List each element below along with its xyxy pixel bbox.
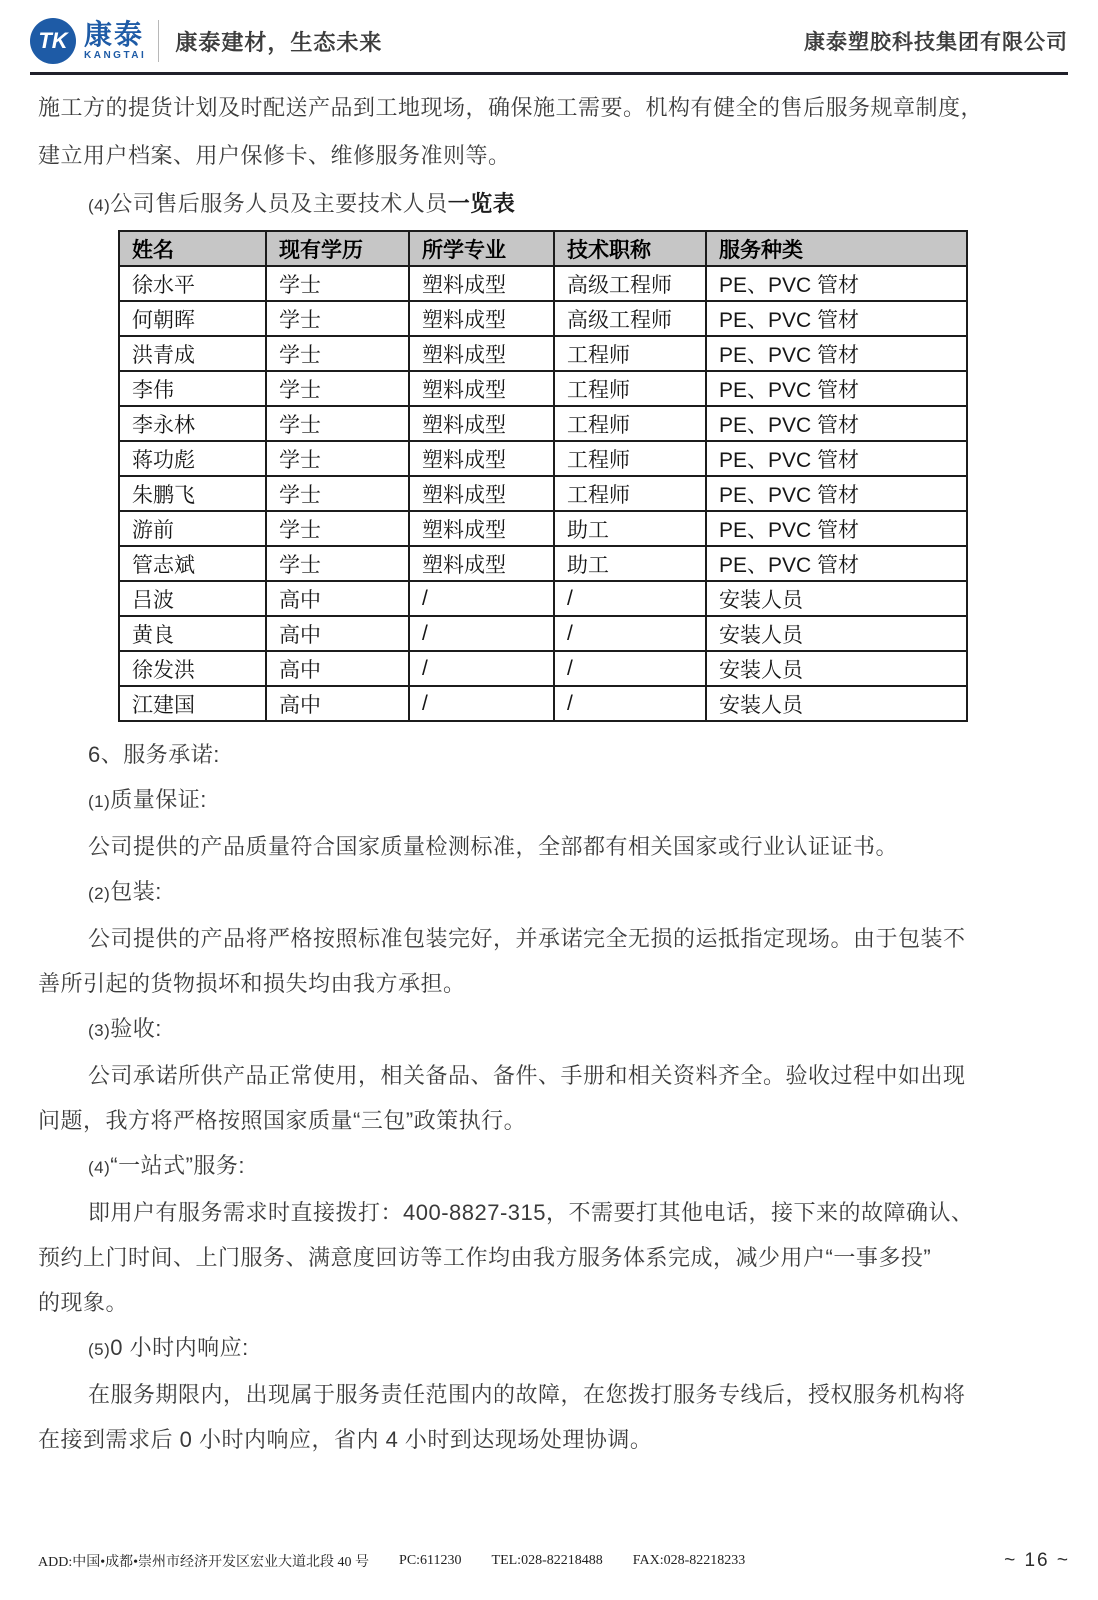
table-cell: 学士 xyxy=(266,511,409,546)
table-caption xyxy=(38,188,1068,222)
table-cell: 学士 xyxy=(266,266,409,301)
table-cell: 高中 xyxy=(266,651,409,686)
table-cell: 高中 xyxy=(266,581,409,616)
table-cell: 工程师 xyxy=(554,336,706,371)
service-item-title-text: 0 小时内响应: xyxy=(110,1335,249,1360)
logo-divider xyxy=(158,20,159,62)
table-cell: 学士 xyxy=(266,406,409,441)
logo-names xyxy=(84,21,146,61)
table-cell: / xyxy=(554,686,706,721)
table-cell: PE、PVC 管材 xyxy=(706,511,967,546)
table-cell: 学士 xyxy=(266,546,409,581)
table-cell: 游前 xyxy=(119,511,266,546)
service-item-body: 即用户有服务需求时直接拨打：400-8827-315，不需要打其他电话，接下来的故障确认、 xyxy=(88,1200,974,1225)
table-cell: 塑料成型 xyxy=(409,546,554,581)
caption-number: (4) xyxy=(88,196,111,215)
service-item-body: 公司承诺所供产品正常使用，相关备品、备件、手册和相关资料齐全。验收过程中如出现 xyxy=(88,1063,966,1088)
logo-name-cn: 康泰 xyxy=(84,19,145,50)
column-header: 技术职称 xyxy=(554,231,706,266)
table-cell: 工程师 xyxy=(554,371,706,406)
service-item-number: (1) xyxy=(88,792,111,811)
service-item-number: (3) xyxy=(88,1021,111,1040)
page-number: ~ 16 ~ xyxy=(1004,1550,1070,1571)
table-cell: 学士 xyxy=(266,336,409,371)
table-row xyxy=(119,616,967,651)
column-header: 姓名 xyxy=(119,231,266,266)
table-cell: 塑料成型 xyxy=(409,441,554,476)
table-cell: / xyxy=(409,686,554,721)
table-row xyxy=(119,441,967,476)
table-cell: 徐水平 xyxy=(119,266,266,301)
caption-text: 公司售后服务人员及主要技术人员 xyxy=(110,191,448,216)
table-cell: 塑料成型 xyxy=(409,336,554,371)
table-cell: 朱鹏飞 xyxy=(119,476,266,511)
table-cell: 塑料成型 xyxy=(409,511,554,546)
table-cell: 高级工程师 xyxy=(554,301,706,336)
service-item-number: (4) xyxy=(88,1158,111,1177)
service-item-title-text: 验收: xyxy=(110,1016,162,1041)
table-cell: 助工 xyxy=(554,511,706,546)
table-cell: 洪青成 xyxy=(119,336,266,371)
table-row xyxy=(119,266,967,301)
table-cell: 学士 xyxy=(266,476,409,511)
table-cell: 蒋功彪 xyxy=(119,441,266,476)
table-cell: 塑料成型 xyxy=(409,301,554,336)
table-cell: 工程师 xyxy=(554,441,706,476)
service-item-body: 的现象。 xyxy=(38,1290,129,1315)
footer-fax: FAX:028-82218233 xyxy=(632,1553,746,1568)
table-cell: 何朝晖 xyxy=(119,301,266,336)
table-cell: 塑料成型 xyxy=(409,406,554,441)
service-item-body: 在接到需求后 0 小时内响应，省内 4 小时到达现场处理协调。 xyxy=(38,1427,653,1452)
table-cell: 李永林 xyxy=(119,406,266,441)
table-cell: 安装人员 xyxy=(706,686,967,721)
service-item-body: 预约上门时间、上门服务、满意度回访等工作均由我方服务体系完成，减少用户“一事多投” xyxy=(38,1245,932,1270)
page-content xyxy=(38,84,1068,1462)
intro-paragraph xyxy=(38,84,1068,180)
table-cell: / xyxy=(554,581,706,616)
header-tagline: 康泰建材，生态未来 xyxy=(175,29,383,55)
table-cell: 高级工程师 xyxy=(554,266,706,301)
table-cell: 高中 xyxy=(266,686,409,721)
table-cell: 安装人员 xyxy=(706,616,967,651)
page-header xyxy=(30,10,1068,75)
service-item-title-text: 质量保证: xyxy=(110,787,207,812)
logo-name-en: KANGTAI xyxy=(84,50,147,61)
table-cell: / xyxy=(554,651,706,686)
table-cell: 塑料成型 xyxy=(409,371,554,406)
table-row xyxy=(119,546,967,581)
table-row xyxy=(119,651,967,686)
table-cell: / xyxy=(409,581,554,616)
table-cell: 江建国 xyxy=(119,686,266,721)
table-cell: / xyxy=(409,616,554,651)
table-row xyxy=(119,406,967,441)
intro-line: 施工方的提货计划及时配送产品到工地现场，确保施工需要。机构有健全的售后服务规章制度， xyxy=(38,95,984,120)
table-cell: PE、PVC 管材 xyxy=(706,336,967,371)
table-cell: PE、PVC 管材 xyxy=(706,406,967,441)
personnel-table xyxy=(118,230,968,722)
service-item-title-text: “一站式”服务: xyxy=(110,1153,246,1178)
kangtai-logo-icon xyxy=(30,18,76,64)
table-cell: 工程师 xyxy=(554,406,706,441)
company-name: 康泰塑胶科技集团有限公司 xyxy=(804,31,1068,54)
service-heading: 6、服务承诺: xyxy=(88,742,220,767)
personnel-table-header-row xyxy=(119,231,967,266)
table-cell: 学士 xyxy=(266,301,409,336)
table-cell: 工程师 xyxy=(554,476,706,511)
service-item-number: (5) xyxy=(88,1340,111,1359)
table-cell: 安装人员 xyxy=(706,651,967,686)
service-item-title xyxy=(38,869,1068,916)
table-cell: 学士 xyxy=(266,441,409,476)
table-cell: 塑料成型 xyxy=(409,476,554,511)
caption-suffix: 一览表 xyxy=(447,191,516,216)
table-cell: 高中 xyxy=(266,616,409,651)
personnel-table-body xyxy=(119,266,967,721)
service-item-title xyxy=(38,777,1068,824)
table-cell: PE、PVC 管材 xyxy=(706,301,967,336)
service-section xyxy=(38,732,1068,1462)
table-cell: 助工 xyxy=(554,546,706,581)
service-items xyxy=(38,777,1068,1462)
logo-monogram: TK xyxy=(38,28,68,53)
table-cell: PE、PVC 管材 xyxy=(706,441,967,476)
service-item-number: (2) xyxy=(88,884,111,903)
footer-postcode: PC:611230 xyxy=(399,1553,462,1568)
table-cell: 学士 xyxy=(266,371,409,406)
table-cell: 李伟 xyxy=(119,371,266,406)
intro-line: 建立用户档案、用户保修卡、维修服务准则等。 xyxy=(38,143,511,168)
page-footer xyxy=(38,1550,1070,1572)
table-row xyxy=(119,511,967,546)
table-row xyxy=(119,371,967,406)
service-item-body: 公司提供的产品质量符合国家质量检测标准，全部都有相关国家或行业认证证书。 xyxy=(88,834,899,859)
table-cell: 管志斌 xyxy=(119,546,266,581)
table-cell: 塑料成型 xyxy=(409,266,554,301)
table-cell: PE、PVC 管材 xyxy=(706,546,967,581)
column-header: 现有学历 xyxy=(266,231,409,266)
service-item-title xyxy=(38,1325,1068,1372)
column-header: 服务种类 xyxy=(706,231,967,266)
table-row xyxy=(119,476,967,511)
table-cell: 黄良 xyxy=(119,616,266,651)
footer-address: ADD:中国•成都•崇州市经济开发区宏业大道北段 40 号 xyxy=(38,1555,370,1570)
footer-tel: TEL:028-82218488 xyxy=(491,1553,603,1568)
table-cell: 安装人员 xyxy=(706,581,967,616)
service-item-body: 问题，我方将严格按照国家质量“三包”政策执行。 xyxy=(38,1108,527,1133)
service-item-title xyxy=(38,1143,1068,1190)
table-cell: PE、PVC 管材 xyxy=(706,371,967,406)
table-row xyxy=(119,581,967,616)
table-cell: PE、PVC 管材 xyxy=(706,266,967,301)
kangtai-logo xyxy=(30,18,382,64)
column-header: 所学专业 xyxy=(409,231,554,266)
table-row xyxy=(119,301,967,336)
table-cell: 吕波 xyxy=(119,581,266,616)
table-cell: 徐发洪 xyxy=(119,651,266,686)
table-cell: / xyxy=(409,651,554,686)
service-item-body: 在服务期限内，出现属于服务责任范围内的故障，在您拨打服务专线后，授权服务机构将 xyxy=(88,1382,966,1407)
table-row xyxy=(119,336,967,371)
table-row xyxy=(119,686,967,721)
table-cell: PE、PVC 管材 xyxy=(706,476,967,511)
service-item-title-text: 包装: xyxy=(110,879,162,904)
service-item-body: 公司提供的产品将严格按照标准包装完好，并承诺完全无损的运抵指定现场。由于包装不 xyxy=(88,926,966,951)
service-item-body: 善所引起的货物损坏和损失均由我方承担。 xyxy=(38,971,466,996)
table-cell: / xyxy=(554,616,706,651)
service-item-title xyxy=(38,1006,1068,1053)
